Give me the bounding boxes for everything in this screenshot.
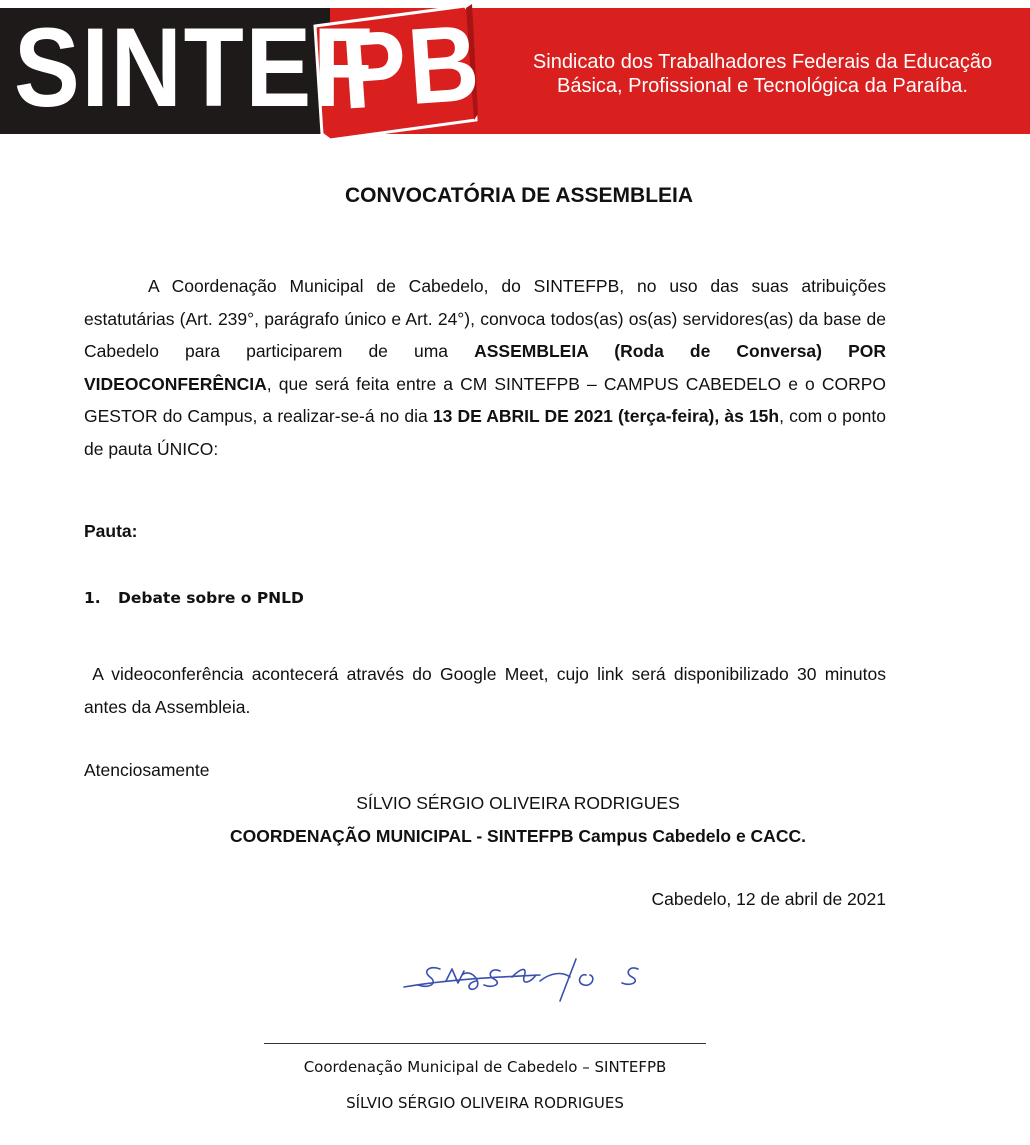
- union-full-name: [505, 50, 1020, 98]
- agenda-item: [84, 589, 304, 607]
- signer-name: SÍLVIO SÉRGIO OLIVEIRA RODRIGUES: [356, 793, 680, 813]
- meeting-info-paragraph: [84, 658, 886, 723]
- logo-sintef-text: SINTEF: [14, 5, 376, 130]
- meeting-info-text: A videoconferência acontecerá através do Google Meet, cujo link será disponibilizado 30 minutos antes da Assembleia.: [84, 664, 886, 717]
- para-bold-assembly: ASSEMBLEIA (Roda de Conversa) POR VIDEOCONFERÊNCIA: [84, 341, 886, 394]
- para-text-1: A Coordenação Municipal de Cabedelo, do SINTEFPB, no uso das suas atribuições estatutárias (Art. 239°, parágrafo único e Art. 24°), convoca todos(as) os(as) servidores(as) da base de Cabedelo para participarem de uma: [84, 276, 886, 361]
- closing-salutation: Atenciosamente: [84, 760, 210, 780]
- para-text-2: , que será feita entre a CM SINTEFPB – CAMPUS CABEDELO e o CORPO GESTOR do Campus, a realizar-se-á no dia: [84, 373, 886, 426]
- agenda-item-number: 1.: [84, 589, 101, 607]
- footer-organization: Coordenação Municipal de Cabedelo – SINTEFPB: [303, 1058, 667, 1076]
- document-title: CONVOCATÓRIA DE ASSEMBLEIA: [344, 184, 694, 207]
- union-name-line-1: Sindicato dos Trabalhadores Federais da Educação: [532, 51, 993, 73]
- para-bold-date: 13 DE ABRIL DE 2021 (terça-feira), às 15h: [432, 406, 780, 426]
- agenda-item-text: Debate sobre o PNLD: [118, 589, 304, 607]
- date-line: Cabedelo, 12 de abril de 2021: [651, 889, 886, 909]
- union-name-line-2: Básica, Profissional e Tecnológica da Paraíba.: [557, 75, 968, 97]
- signature-line: [264, 1043, 706, 1044]
- para-text-3: , com o ponto de pauta ÚNICO:: [84, 406, 886, 459]
- header-banner: [0, 0, 1030, 145]
- agenda-label: Pauta:: [84, 521, 138, 541]
- signer-organization: COORDENAÇÃO MUNICIPAL - SINTEFPB Campus Cabedelo e CACC.: [230, 826, 806, 846]
- convocation-paragraph: [84, 270, 886, 465]
- handwritten-signature: [400, 955, 660, 1020]
- footer-signer-name: SÍLVIO SÉRGIO OLIVEIRA RODRIGUES: [346, 1094, 624, 1112]
- logo-pb-text: PB: [337, 1, 485, 132]
